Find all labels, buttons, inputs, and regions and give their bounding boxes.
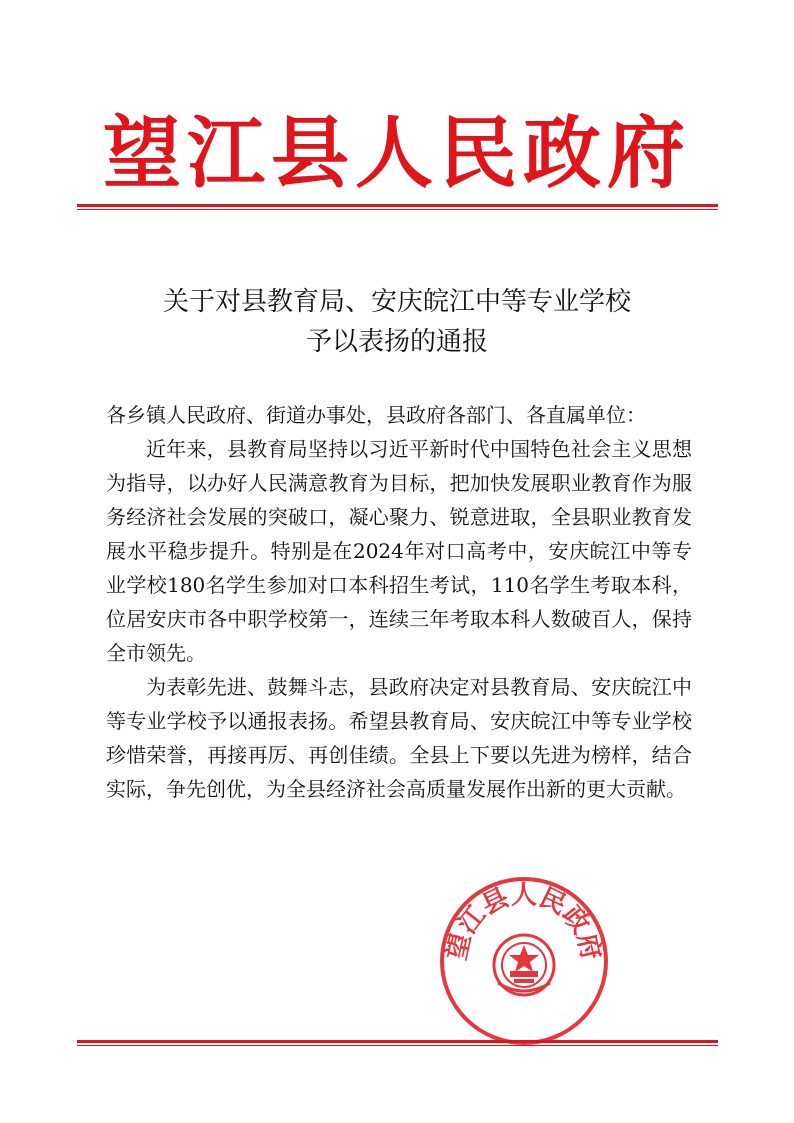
header-rule-thin <box>77 209 718 210</box>
body-paragraph-2: 为表彰先进、鼓舞斗志，县政府决定对县教育局、安庆皖江中等专业学校予以通报表扬。希望县教育局、安庆皖江中等专业学校珍惜荣誉，再接再厉、再创佳绩。全县上下要以先进为榜样，结合实际，争先创优，为全县经济社会高质量发展作出新的更大贡献。 <box>106 675 692 801</box>
document-title-line-2: 予以表扬的通报 <box>305 327 488 357</box>
body-paragraph-1: 近年来，县教育局坚持以习近平新时代中国特色社会主义思想为指导，以办好人民满意教育为目标，把加快发展职业教育作为服务经济社会发展的突破口，凝心聚力、锐意进取，全县职业教育发展水平稳步提升。特别是在2024年对口高考中，安庆皖江中等专业学校180名学生参加对口本科招生考试，110名学生考取本科，位居安庆市各中职学校第一，连续三年考取本科人数破百人，保持全市领先。 <box>106 437 692 665</box>
footer-rule-thin <box>77 1045 718 1046</box>
header-rule-thick <box>77 204 718 207</box>
masthead-title: 望江县人民政府 <box>102 108 691 199</box>
salutation: 各乡镇人民政府、街道办事处，县政府各部门、各直属单位： <box>106 403 646 427</box>
document-body <box>106 398 692 806</box>
footer-rule-thick <box>77 1040 718 1043</box>
seal-text: 望江县人民政府 <box>442 880 606 963</box>
document-title-line-1: 关于对县教育局、安庆皖江中等专业学校 <box>162 287 631 317</box>
official-seal-stamp <box>438 875 610 1047</box>
national-emblem-icon <box>494 935 554 995</box>
